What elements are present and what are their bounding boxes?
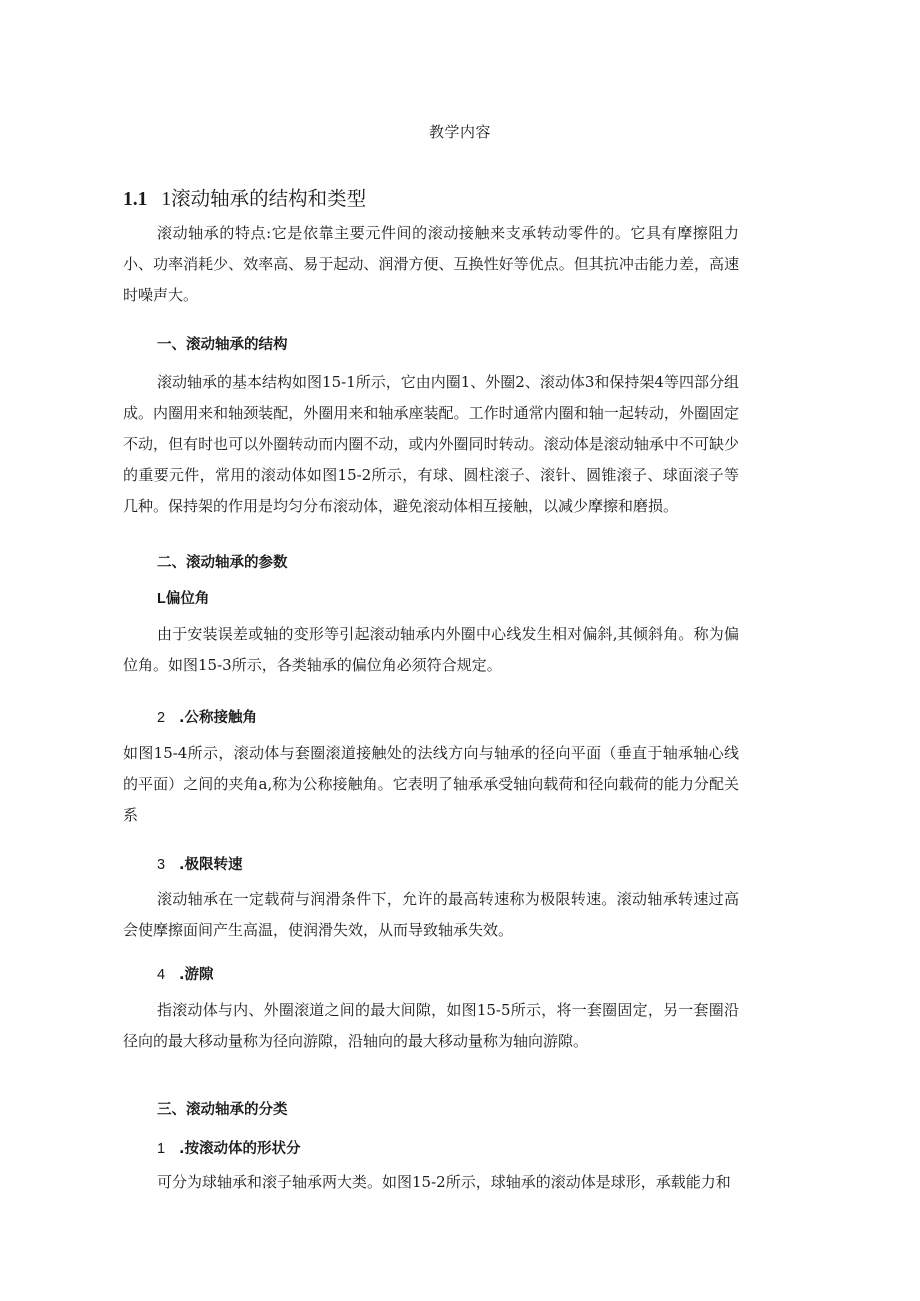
section-title bbox=[123, 183, 366, 211]
page-header: 教学内容 bbox=[428, 123, 491, 141]
subheading-limit-speed: 3 .极限转速 bbox=[157, 857, 243, 873]
heading-structure: 一、滚动轴承的结构 bbox=[157, 337, 288, 353]
intro-paragraph: 滚动轴承的特点:它是依靠主要元件间的滚动接触来支承转动零件的。它具有摩擦阻力小、功率消耗少、效率高、易于起动、润滑方便、互换性好等优点。但其抗冲击能力差，高速时噪声大。 bbox=[123, 224, 739, 304]
subheading-clearance: 4 .游隙 bbox=[157, 967, 214, 983]
subheading-by-shape: 1 .按滚动体的形状分 bbox=[157, 1141, 301, 1157]
subheading-contact-angle: 2 .公称接触角 bbox=[157, 710, 258, 726]
structure-paragraph: 滚动轴承的基本结构如图15-1所示，它由内圈1、外圈2、滚动体3和保持架4等四部分组成。内圈用来和轴颈装配，外圈用来和轴承座装配。工作时通常内圈和轴一起转动，外圈固定不动，但有时也可以外圈转动而内圈不动，或内外圈同时转动。滚动体是滚动轴承中不可缺少的重要元件，常用的滚动体如图15-2所示，有球、圆柱滚子、滚针、圆锥滚子、球面滚子等几种。保持架的作用是均匀分布滚动体，避免滚动体相互接触，以减少摩擦和磨损。 bbox=[123, 373, 739, 515]
section-number: 1.1 bbox=[123, 189, 148, 210]
clearance-paragraph: 指滚动体与内、外圈滚道之间的最大间隙，如图15-5所示，将一套圈固定，另一套圈沿径向的最大移动量称为径向游隙，沿轴向的最大移动量称为轴向游隙。 bbox=[123, 1001, 739, 1050]
subheading-offset-angle: L偏位角 bbox=[157, 591, 210, 607]
section-subnumber: 1 bbox=[161, 189, 172, 210]
heading-classification: 三、滚动轴承的分类 bbox=[157, 1102, 288, 1118]
section-title-text: 滚动轴承的结构和类型 bbox=[171, 187, 367, 210]
by-shape-paragraph: 可分为球轴承和滚子轴承两大类。如图15-2所示，球轴承的滚动体是球形，承载能力和 bbox=[157, 1173, 731, 1191]
offset-angle-paragraph: 由于安装误差或轴的变形等引起滚动轴承内外圈中心线发生相对偏斜,其倾斜角。称为偏位角。如图15-3所示，各类轴承的偏位角必须符合规定。 bbox=[123, 625, 739, 674]
limit-speed-paragraph: 滚动轴承在一定载荷与润滑条件下，允许的最高转速称为极限转速。滚动轴承转速过高会使摩擦面间产生高温，使润滑失效，从而导致轴承失效。 bbox=[123, 890, 739, 939]
heading-parameters: 二、滚动轴承的参数 bbox=[157, 555, 288, 571]
contact-angle-paragraph: 如图15-4所示，滚动体与套圈滚道接触处的法线方向与轴承的径向平面（垂直于轴承轴心线的平面）之间的夹角a,称为公称接触角。它表明了轴承承受轴向载荷和径向载荷的能力分配关系 bbox=[123, 744, 739, 824]
